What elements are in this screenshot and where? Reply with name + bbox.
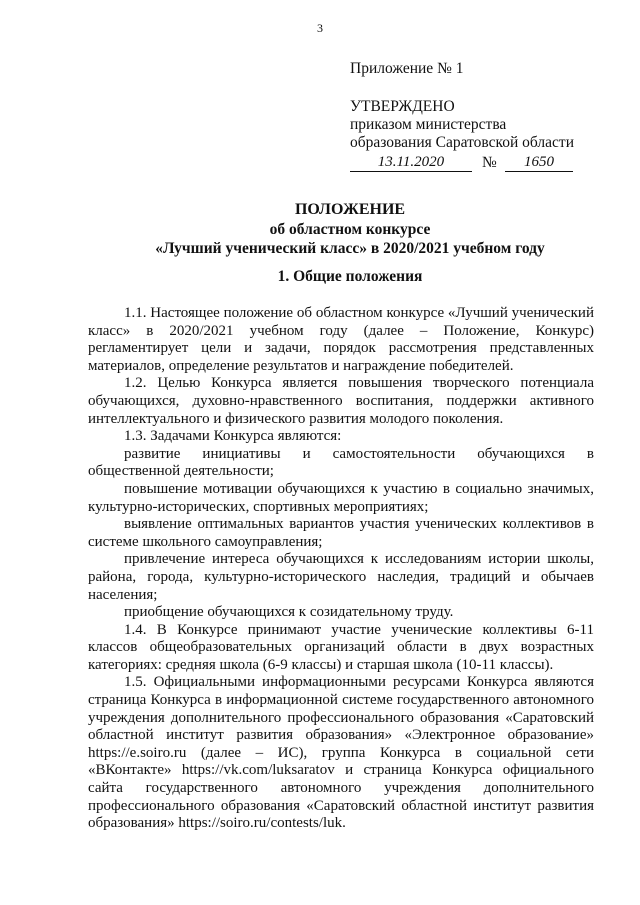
order-number: 1650 [505,154,573,172]
paragraph-1-2: 1.2. Целью Конкурса является повышения творческого потенциала обучающихся, духовно-нравственного воспитания, поддержки активного интеллектуального и физического развития молодого поколения. [88,375,594,427]
paragraph-1-4: 1.4. В Конкурсе принимают участие ученические коллективы 6-11 классов общеобразовательных организаций области в двух возрастных категориях: средняя школа (6-9 классы) и старшая школа (10-11 классы). [88,621,594,673]
document-title [60,200,640,258]
task-item: развитие инициативы и самостоятельности обучающихся в общественной деятельности; [88,445,594,480]
task-item: выявление оптимальных вариантов участия ученических коллективов в системе школьного самоуправления; [88,516,594,550]
task-item: приобщение обучающихся к созидательному труду. [124,604,454,621]
title-subheading: об областном конкурсе [269,221,431,238]
section-body [88,305,594,833]
paragraph-1-5: 1.5. Официальными информационными ресурсами Конкурса являются страница Конкурса в информационной системе государственного автономного учреждения дополнительного профессионального образования «Саратовский областной институт развития образования» «Электронное образование» https://e.soiro.ru (далее – ИС), группа Конкурса в социальной сети «ВКонтакте» https://vk.com/luksaratov и страница Конкурса официального сайта государственного автономного учреждения дополнительного профессионального образования «Саратовский областной институт развития образования» https://soiro.ru/contests/luk. [88,674,594,832]
page-number: 3 [317,21,323,35]
order-signature-row [350,152,574,174]
paragraph-1-1: 1.1. Настоящее положение об областном конкурсе «Лучший ученический класс» в 2020/2021 учебном году (далее – Положение, Конкурс) регламентирует цели и задачи, порядок рассмотрения представленных материалов, определение результатов и награждение победителей. [88,305,594,374]
title-contest-name: «Лучший ученический класс» в 2020/2021 учебном году [155,240,545,257]
approval-line-2: образования Саратовской области [350,134,574,151]
section-heading: 1. Общие положения [277,268,423,285]
task-item: повышение мотивации обучающихся к участию в социально значимых, культурно-исторических, спортивных мероприятиях; [88,480,594,515]
approved-stamp: УТВЕРЖДЕНО [350,98,455,115]
paragraph-1-3: 1.3. Задачами Конкурса являются: [124,428,342,445]
number-sign: № [482,154,497,171]
title-heading: ПОЛОЖЕНИЕ [294,201,406,218]
appendix-label: Приложение № 1 [350,60,464,77]
order-date: 13.11.2020 [350,154,472,172]
approval-block [350,60,574,174]
task-item: привлечение интереса обучающихся к исследованиям истории школы, района, города, культурно-исторического наследия, традиций и обычаев населения; [88,551,594,603]
approval-line-1: приказом министерства [350,116,507,133]
